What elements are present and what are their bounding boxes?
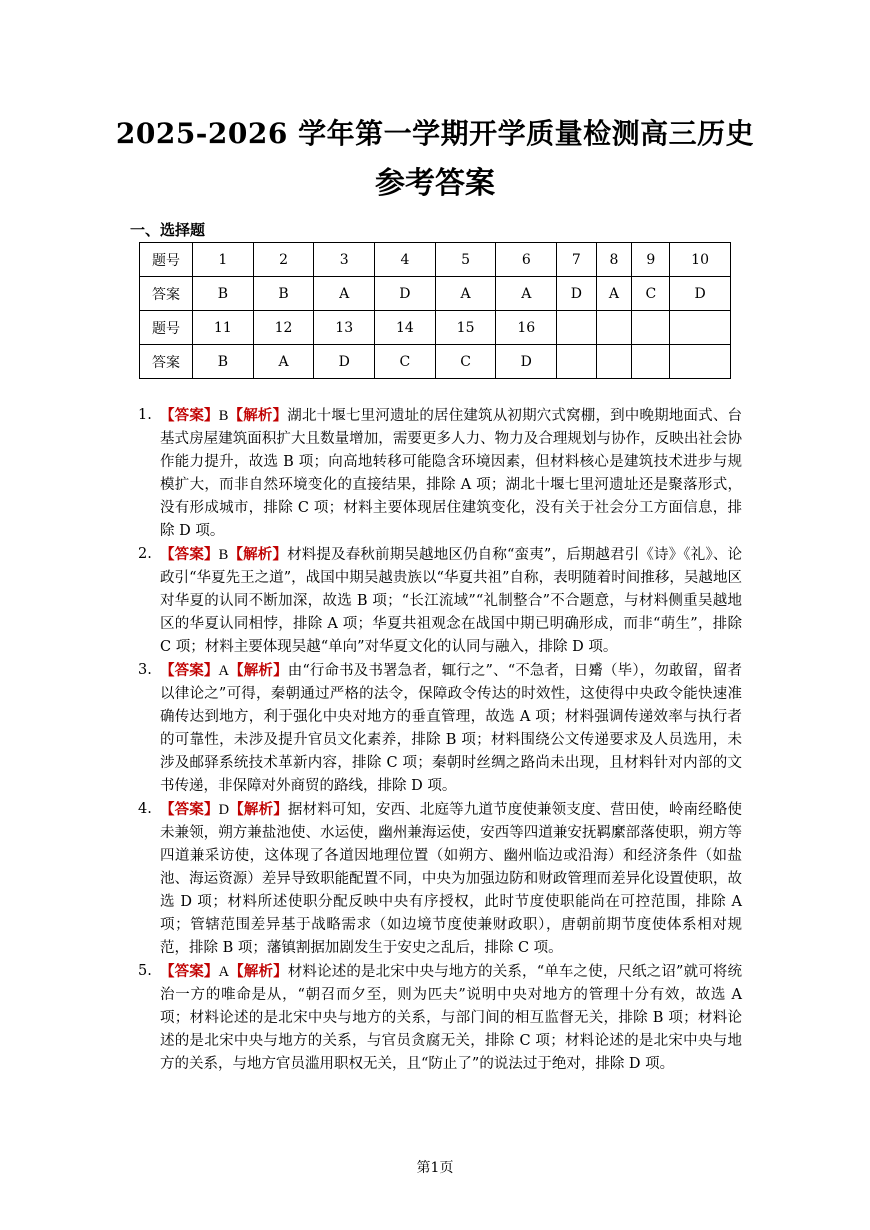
answer-table-cell: 1 (193, 243, 254, 277)
answer-table-cell: 7 (557, 243, 596, 277)
answer-table-cell (632, 311, 670, 345)
item-explanation-text: 据材料可知，安西、北庭等九道节度使兼领支度、营田使，岭南经略使未兼领，朔方兼盐池使、水运使，幽州兼海运使，安西等四道兼安抚羁縻部落使职，朔方等四道兼采访使，这体现了各道因地理位置（如朔方、幽州临边或沿海）和经济条件（如盐池、海运资源）差异导致职能配置不同，中央为加强边防和财政管理而差异化设置使职，故选 D 项；材料所述使职分配反映中央有序授权，此时节度使职能尚在可控范围，排除 A 项；管辖范围差异基于战略需求（如边境节度使兼财政职），唐朝前期节度使体系相对规范，排除 B 项；藩镇割据加剧发生于安史之乱后，排除 C 项。 (160, 802, 743, 956)
answer-table-cell (632, 345, 670, 379)
answer-table-cell (596, 311, 632, 345)
answer-table-cell: D (557, 277, 596, 311)
answer-table-cell: 9 (632, 243, 670, 277)
item-answer: A (218, 663, 230, 679)
item-answer: D (218, 802, 230, 818)
answer-table-cell: A (435, 277, 496, 311)
answer-table (139, 242, 731, 379)
answer-table-cell: B (193, 345, 254, 379)
answer-table-row-label: 题号 (140, 243, 193, 277)
answer-table-cell: 13 (314, 311, 375, 345)
answer-table-cell: C (632, 277, 670, 311)
explanation-list (138, 404, 742, 1076)
answer-table-cell: B (253, 277, 314, 311)
answer-table-cell (596, 345, 632, 379)
item-number: 5. (138, 963, 152, 979)
analysis-tag: 【解析】 (229, 801, 288, 818)
answer-table-cell: D (670, 277, 731, 311)
answer-table-cell: B (193, 277, 254, 311)
answer-table-cell: 16 (496, 311, 557, 345)
answer-table-cell: A (253, 345, 314, 379)
explanation-item (138, 543, 742, 659)
answer-table-cell: 11 (193, 311, 254, 345)
item-explanation-text: 由“行命书及书署急者，辄行之”、“不急者，日觱（毕），勿敢留，留者以律论之”可得，秦朝通过严格的法令，保障政令传达的时效性，这使得中央政令能快速准确传达到地方，利于强化中央对地方的垂直管理，故选 A 项；材料强调传递效率与执行者的可靠性，未涉及提升官员文化素养，排除 B 项；材料围绕公文传递要求及人员选用，未涉及邮驿系统技术革新内容，排除 C 项；秦朝时丝绸之路尚未出现，且材料针对内部的文书传递，非保障对外商贸的路线，排除 D 项。 (160, 663, 743, 794)
document-subtitle: 参考答案 (375, 166, 495, 201)
item-number: 2. (138, 546, 152, 562)
item-number: 4. (138, 801, 152, 817)
answer-table-cell (557, 311, 596, 345)
item-explanation-text: 湖北十堰七里河遗址的居住建筑从初期穴式窝棚，到中晚期地面式、台基式房屋建筑面积扩大且数量增加，需要更多人力、物力及合理规划与协作，反映出社会协作能力提升，故选 B 项；向高地转移可能隐含环境因素，但材料核心是建筑技术进步与规模扩大，而非自然环境变化的直接结果，排除 A 项；湖北十堰七里河遗址还是聚落形式，没有形成城市，排除 C 项；材料主要体现居住建筑变化，没有关于社会分工方面信息，排除 D 项。 (160, 408, 743, 539)
explanation-item (138, 960, 742, 1076)
answer-table-row (140, 277, 731, 311)
answer-table-cell: 6 (496, 243, 557, 277)
item-explanation-text: 材料提及春秋前期吴越地区仍自称“蛮夷”，后期越君引《诗》《礼》、论政引“华夏先王之道”，战国中期吴越贵族以“华夏共祖”自称，表明随着时间推移，吴越地区对华夏的认同不断加深，故选 B 项；“长江流域”“礼制整合”不合题意，与材料侧重吴越地区的华夏认同相悖，排除 A 项；华夏共祖观念在战国中期已明确形成，而非“萌生”，排除 C 项；材料主要体现吴越“单向”对华夏文化的认同与融入，排除 D 项。 (160, 547, 743, 655)
explanation-item (138, 404, 742, 543)
answer-table-row (140, 311, 731, 345)
answer-table-cell (557, 345, 596, 379)
answer-table-cell: 10 (670, 243, 731, 277)
answer-table-cell: 8 (596, 243, 632, 277)
item-answer: A (218, 964, 230, 980)
answer-tag: 【答案】 (160, 546, 219, 563)
section-heading: 一、选择题 (130, 221, 206, 239)
answer-table-cell: A (596, 277, 632, 311)
document-title: 2025-2026 学年第一学期开学质量检测高三历史 (115, 117, 755, 150)
analysis-tag: 【解析】 (229, 662, 288, 679)
answer-table-row (140, 345, 731, 379)
answer-table-cell: C (435, 345, 496, 379)
explanation-item (138, 659, 742, 798)
item-number: 1. (138, 407, 152, 423)
answer-table-cell: 2 (253, 243, 314, 277)
answer-table-cell: A (496, 277, 557, 311)
answer-tag: 【答案】 (160, 662, 219, 679)
answer-table-row-label: 答案 (140, 345, 193, 379)
explanation-item (138, 798, 742, 960)
answer-table-cell: D (496, 345, 557, 379)
answer-tag: 【答案】 (160, 407, 219, 424)
answer-table-cell: 5 (435, 243, 496, 277)
analysis-tag: 【解析】 (228, 407, 288, 424)
answer-table-cell: 3 (314, 243, 375, 277)
item-explanation-text: 材料论述的是北宋中央与地方的关系，“单车之使，尺纸之诏”就可将统治一方的唯命是从，“朝召而夕至，则为匹夫”说明中央对地方的管理十分有效，故选 A 项；材料论述的是北宋中央与地方的关系，与部门间的相互监督无关，排除 B 项；材料论述的是北宋中央与地方的关系，与官员贪腐无关，排除 C 项；材料论述的是北宋中央与地方的关系，与地方官员滥用职权无关，且“防止了”的说法过于绝对，排除 D 项。 (160, 964, 743, 1072)
answer-table-cell: 14 (375, 311, 436, 345)
item-number: 3. (138, 662, 152, 678)
answer-table-cell (670, 311, 731, 345)
answer-table-cell: D (314, 345, 375, 379)
answer-table-row (140, 243, 731, 277)
answer-table-cell: D (375, 277, 436, 311)
answer-table-cell: A (314, 277, 375, 311)
answer-tag: 【答案】 (160, 963, 219, 980)
item-answer: B (218, 547, 229, 563)
answer-table-cell (670, 345, 731, 379)
answer-table-row-label: 题号 (140, 311, 193, 345)
answer-table-cell: 4 (375, 243, 436, 277)
answer-table-cell: C (375, 345, 436, 379)
analysis-tag: 【解析】 (228, 546, 288, 563)
answer-table-cell: 15 (435, 311, 496, 345)
answer-table-row-label: 答案 (140, 277, 193, 311)
answer-table-cell: 12 (253, 311, 314, 345)
page-number: 第1页 (416, 1160, 454, 1176)
item-answer: B (218, 408, 229, 424)
answer-tag: 【答案】 (160, 801, 219, 818)
analysis-tag: 【解析】 (229, 963, 288, 980)
